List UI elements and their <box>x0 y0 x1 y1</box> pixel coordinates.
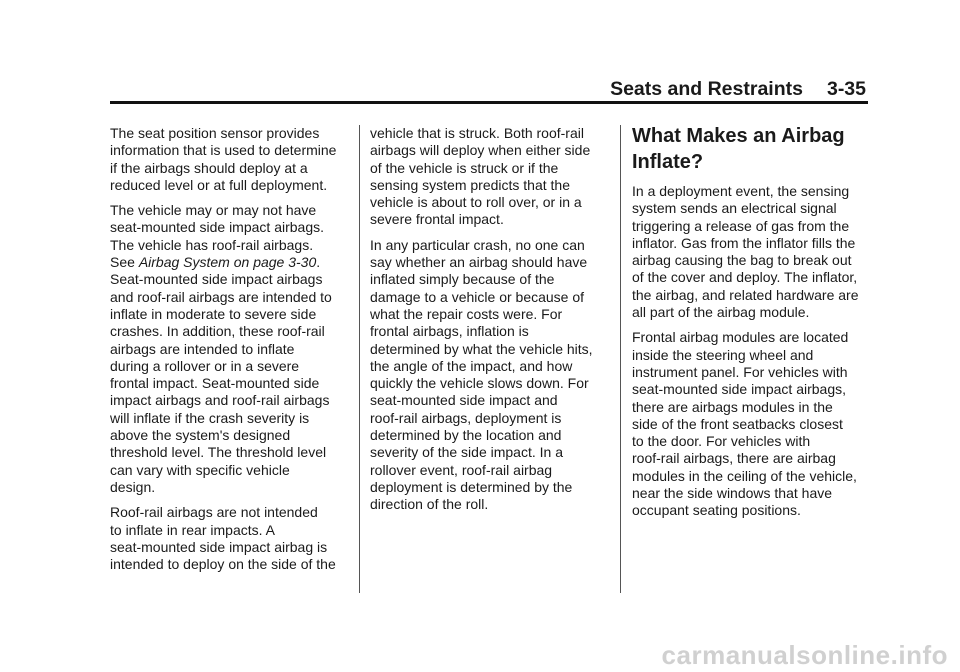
page-header <box>110 78 866 101</box>
page-number: 3-35 <box>826 78 866 100</box>
text-line: In a deployment event, the sensing <box>632 183 850 199</box>
text-line: the angle of the impact, and how <box>370 357 573 374</box>
text-line: roof-rail airbags, there are airbag <box>632 450 836 467</box>
text-line: severity of the side impact. In a <box>370 444 563 461</box>
watermark: carmanualsonline.info <box>661 640 948 670</box>
column-divider-1 <box>359 125 360 593</box>
airbag-system-reference-link[interactable]: Airbag System on page 3-30 <box>138 254 317 271</box>
text-line: the airbag, and related hardware are <box>632 286 859 303</box>
text-line: of the vehicle is struck or if the <box>370 159 559 176</box>
text-line: system sends an electrical signal <box>632 200 837 217</box>
text-line: inflate in moderate to severe side <box>110 305 317 322</box>
text-line: The vehicle may or may not have <box>110 202 317 219</box>
text-line: rollover event, roof-rail airbag <box>370 461 553 478</box>
text-line: Frontal airbag modules are located <box>632 329 849 346</box>
text-line: severe frontal impact. <box>370 211 504 228</box>
text-line: say whether an airbag should have <box>370 254 588 271</box>
text-line: crashes. In addition, these roof-rail <box>110 323 325 340</box>
text-line: roof-rail airbags, deployment is <box>370 409 562 426</box>
text-line: The seat position sensor provides <box>110 125 320 141</box>
section-heading <box>632 123 868 175</box>
text-line: seat-mounted side impact and <box>370 392 558 409</box>
text-line: inside the steering wheel and <box>632 346 814 363</box>
text-line: during a rollover or in a severe <box>110 357 300 374</box>
paragraph-airbag-modules <box>632 329 868 519</box>
text-line: In any particular crash, no one can <box>370 236 585 253</box>
text-line: to the door. For vehicles with <box>632 433 811 450</box>
text-line: The vehicle has roof-rail airbags. <box>110 236 314 253</box>
paragraph-seat-position-sensor <box>110 125 350 194</box>
text-line: modules in the ceiling of the vehicle, <box>632 467 857 484</box>
column-2 <box>370 125 610 522</box>
text-line: will inflate if the crash severity is <box>110 409 310 426</box>
text-line: can vary with specific vehicle <box>110 461 290 478</box>
see-reference-line <box>110 254 350 271</box>
text-line: if the airbags should deploy at a <box>110 159 308 176</box>
text-line: vehicle is about to roll over, or in a <box>370 194 582 211</box>
text-line: Roof-rail airbags are not intended <box>110 504 318 521</box>
text-line: information that is used to determine <box>110 142 337 159</box>
text-line: intended to deploy on the side of the <box>110 556 336 573</box>
paragraph-struck-vehicle <box>370 125 610 229</box>
text-line: sensing system predicts that the <box>370 176 570 193</box>
column-1 <box>110 125 350 581</box>
see-label: See <box>110 254 139 271</box>
text-line: near the side windows that have <box>632 485 833 502</box>
text-line: seat-mounted side impact airbag is <box>110 538 328 555</box>
text-line: airbags are intended to inflate <box>110 340 295 357</box>
column-3 <box>632 125 868 528</box>
text-line: direction of the roll. <box>370 496 489 513</box>
text-line: determined by the location and <box>370 427 562 444</box>
text-line: to inflate in rear impacts. A <box>110 521 275 538</box>
text-line: reduced level or at full deployment. <box>110 176 328 193</box>
text-line: threshold level. The threshold level <box>110 444 327 461</box>
header-rule <box>110 101 868 104</box>
text-line: there are airbags modules in the <box>632 398 833 415</box>
text-line: frontal airbags, inflation is <box>370 323 529 340</box>
text-line: inflator. Gas from the inflator fills the <box>632 234 856 251</box>
section-title: Seats and Restraints <box>610 78 803 100</box>
text-line: what the repair costs were. For <box>370 305 563 322</box>
heading-line: Inflate? <box>632 151 704 173</box>
text-line: above the system's designed <box>110 427 291 444</box>
text-line: damage to a vehicle or because of <box>370 288 585 305</box>
reference-period: . <box>316 254 321 271</box>
text-line: vehicle that is struck. Both roof-rail <box>370 125 584 141</box>
text-line: side of the front seatbacks closest <box>632 415 843 432</box>
text-line: deployment is determined by the <box>370 478 573 495</box>
column-divider-2 <box>620 125 621 593</box>
paragraph-side-impact-airbags <box>110 202 350 496</box>
heading-line: What Makes an Airbag <box>632 125 845 147</box>
text-line: Seat-mounted side impact airbags <box>110 271 323 288</box>
text-line: triggering a release of gas from the <box>632 217 850 234</box>
text-line: quickly the vehicle slows down. For <box>370 375 589 392</box>
text-line: determined by what the vehicle hits, <box>370 340 593 357</box>
text-line: inflated simply because of the <box>370 271 555 288</box>
text-line: design. <box>110 478 156 495</box>
text-line: of the cover and deploy. The inflator, <box>632 269 858 286</box>
text-line: seat-mounted side impact airbags, <box>632 381 846 398</box>
text-line: all part of the airbag module. <box>632 304 810 321</box>
text-line: frontal impact. Seat-mounted side <box>110 375 320 392</box>
text-line: occupant seating positions. <box>632 502 801 519</box>
text-line: airbags will deploy when either side <box>370 142 591 159</box>
paragraph-deployment-event <box>632 183 868 321</box>
text-line: and roof-rail airbags are intended to <box>110 288 332 305</box>
text-line: instrument panel. For vehicles with <box>632 363 848 380</box>
text-line: seat-mounted side impact airbags. <box>110 219 324 236</box>
text-line: impact airbags and roof-rail airbags <box>110 392 330 409</box>
paragraph-particular-crash <box>370 237 610 514</box>
paragraph-roof-rail-rear-impacts <box>110 504 350 573</box>
text-line: airbag causing the bag to break out <box>632 252 852 269</box>
